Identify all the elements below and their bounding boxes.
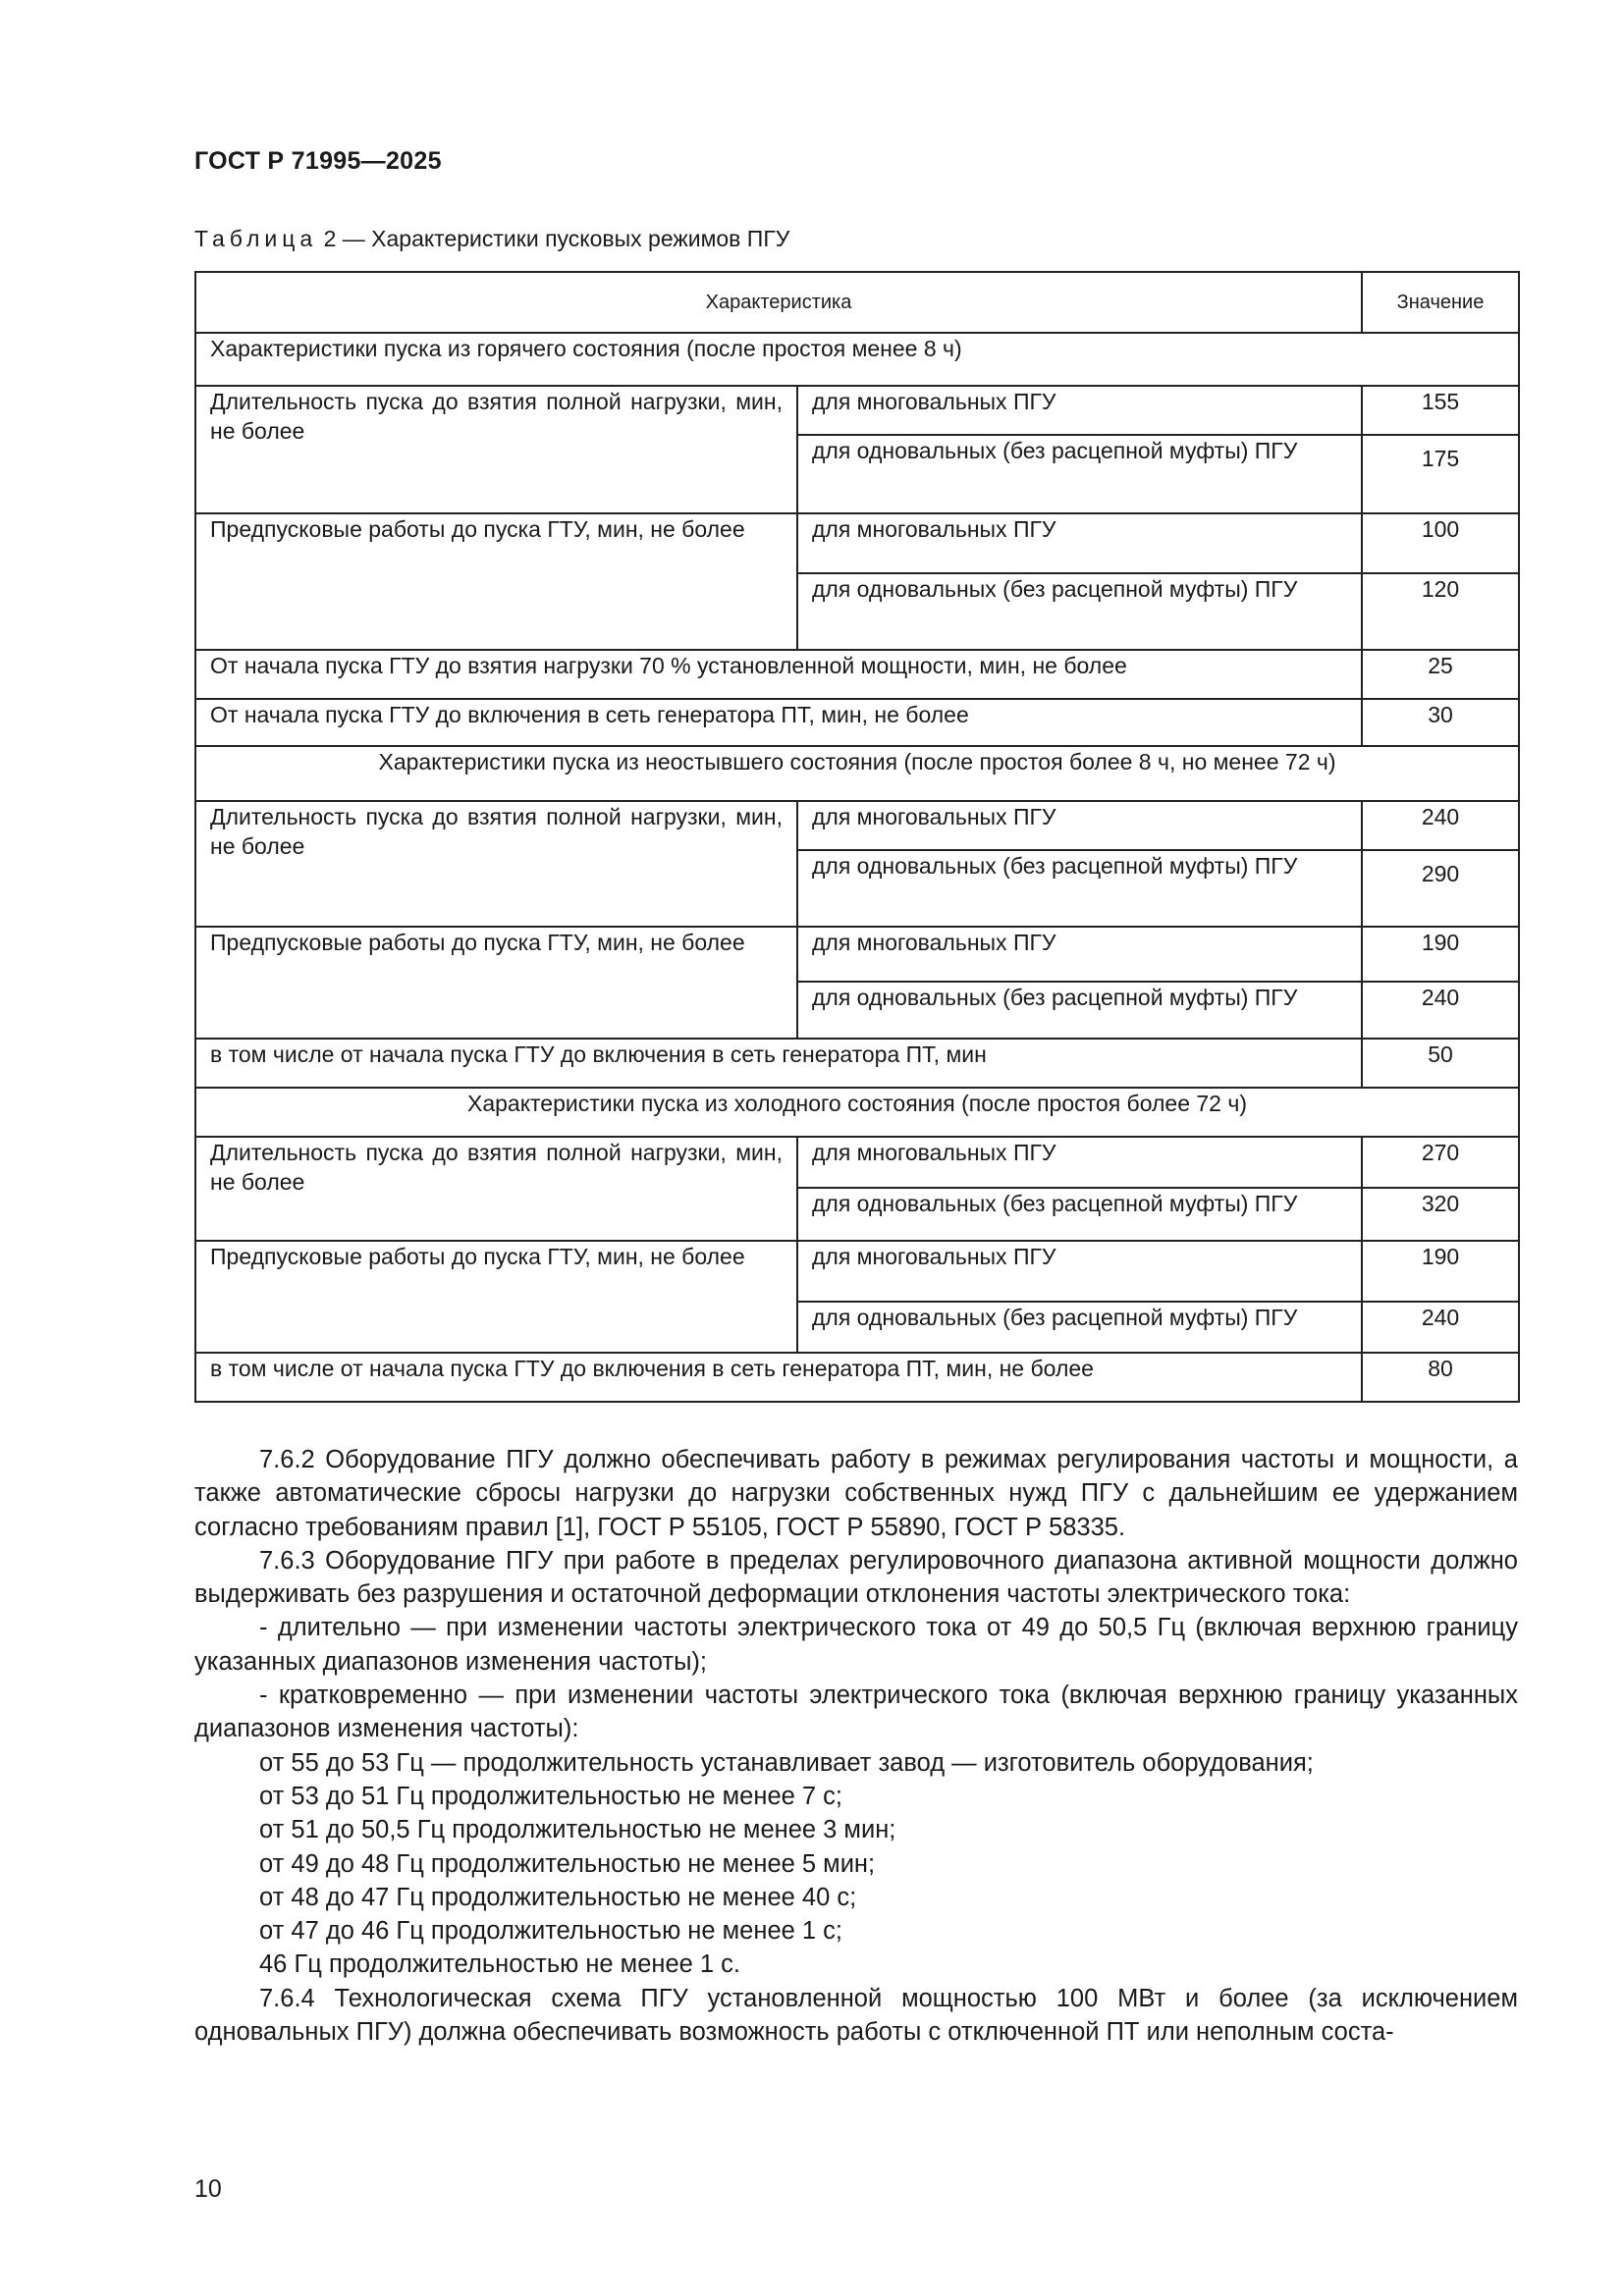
table-row [195, 1241, 1519, 1302]
value-cell: 80 [1362, 1353, 1519, 1402]
full-label-cell: в том числе от начала пуска ГТУ до включения в сеть генератора ПТ, мин [195, 1039, 1362, 1088]
sub-label-cell: для одновальных (без расцепной муфты) ПГУ [797, 850, 1362, 927]
value-cell: 50 [1362, 1039, 1519, 1088]
range-item: от 55 до 53 Гц — продолжительность устанавливает завод — изготовитель оборудования; [259, 1748, 1314, 1777]
sub-label-cell: для многовальных ПГУ [797, 386, 1362, 435]
value-cell: 175 [1362, 435, 1519, 513]
full-label-cell: в том числе от начала пуска ГТУ до включения в сеть генератора ПТ, мин, не более [195, 1353, 1362, 1402]
page-number: 10 [194, 2175, 222, 2203]
range-item: от 48 до 47 Гц продолжительностью не менее 40 с; [259, 1883, 857, 1911]
paragraph-7-6-2: 7.6.2 Оборудование ПГУ должно обеспечивать работу в режимах регулирования частоты и мощности, а также автоматические сбросы нагрузки до нагрузки собственных нужд ПГУ с дальнейшим ее удержанием согласно требованиям правил [1], ГОСТ Р 55105, ГОСТ Р 55890, ГОСТ Р 58335. [194, 1446, 1518, 1541]
range-item: от 51 до 50,5 Гц продолжительностью не менее 3 мин; [259, 1816, 896, 1844]
value-cell: 240 [1362, 801, 1519, 850]
sub-label-cell: для многовальных ПГУ [797, 513, 1362, 573]
param-cell: Длительность пуска до взятия полной нагрузки, мин, не более [195, 1137, 797, 1241]
full-label-cell: От начала пуска ГТУ до взятия нагрузки 70 % установленной мощности, мин, не более [195, 650, 1362, 699]
table-row [195, 650, 1519, 699]
table-header-row [195, 272, 1519, 333]
table-caption-title: 2 — Характеристики пусковых режимов ПГУ [323, 226, 790, 251]
section-title-hot: Характеристики пуска из горячего состояния (после простоя менее 8 ч) [195, 333, 1519, 386]
value-cell: 290 [1362, 850, 1519, 927]
range-item: от 49 до 48 Гц продолжительностью не менее 5 мин; [259, 1849, 876, 1878]
table-row [195, 927, 1519, 982]
value-cell: 120 [1362, 573, 1519, 650]
table-row [195, 1039, 1519, 1088]
value-cell: 190 [1362, 927, 1519, 982]
range-item: от 47 до 46 Гц продолжительностью не менее 1 с; [259, 1917, 842, 1946]
body-text [194, 1443, 1518, 2049]
document-header: ГОСТ Р 71995—2025 [194, 147, 442, 175]
characteristics-table [194, 271, 1520, 1403]
paragraph-long-term: - длительно — при изменении частоты электрического тока от 49 до 50,5 Гц (включая верхнюю границу указанных диапазонов изменения частоты); [194, 1614, 1518, 1676]
sub-label-cell: для одновальных (без расцепной муфты) ПГУ [797, 435, 1362, 513]
value-cell: 25 [1362, 650, 1519, 699]
table-caption [194, 226, 789, 252]
sub-label-cell: для одновальных (без расцепной муфты) ПГУ [797, 573, 1362, 650]
section-title-row [195, 333, 1519, 386]
param-cell: Предпусковые работы до пуска ГТУ, мин, не более [195, 1241, 797, 1353]
table-row [195, 1137, 1519, 1188]
value-cell: 100 [1362, 513, 1519, 573]
range-item: 46 Гц продолжительностью не менее 1 с. [259, 1950, 741, 1979]
col-header-value: Значение [1362, 272, 1519, 333]
param-cell: Длительность пуска до взятия полной нагрузки, мин, не более [195, 386, 797, 513]
paragraph-7-6-4: 7.6.4 Технологическая схема ПГУ установленной мощностью 100 МВт и более (за исключением одновальных ПГУ) должна обеспечивать возможность работы с отключенной ПТ или неполным соста- [194, 1984, 1518, 2047]
value-cell: 240 [1362, 982, 1519, 1039]
param-cell: Предпусковые работы до пуска ГТУ, мин, не более [195, 513, 797, 650]
sub-label-cell: для многовальных ПГУ [797, 1241, 1362, 1302]
param-cell: Предпусковые работы до пуска ГТУ, мин, не более [195, 927, 797, 1039]
section-title-warm: Характеристики пуска из неостывшего состояния (после простоя более 8 ч, но менее 72 ч) [195, 746, 1519, 801]
sub-label-cell: для многовальных ПГУ [797, 927, 1362, 982]
section-title-cold: Характеристики пуска из холодного состояния (после простоя более 72 ч) [195, 1088, 1519, 1137]
table-row [195, 699, 1519, 746]
col-header-characteristic: Характеристика [195, 272, 1362, 333]
table-row [195, 801, 1519, 850]
table-row [195, 513, 1519, 573]
sub-label-cell: для многовальных ПГУ [797, 1137, 1362, 1188]
value-cell: 30 [1362, 699, 1519, 746]
sub-label-cell: для одновальных (без расцепной муфты) ПГУ [797, 982, 1362, 1039]
full-label-cell: От начала пуска ГТУ до включения в сеть генератора ПТ, мин, не более [195, 699, 1362, 746]
value-cell: 240 [1362, 1302, 1519, 1353]
table-caption-word: Таблица [194, 226, 318, 251]
value-cell: 320 [1362, 1188, 1519, 1241]
range-item: от 53 до 51 Гц продолжительностью не менее 7 с; [259, 1782, 842, 1810]
sub-label-cell: для одновальных (без расцепной муфты) ПГУ [797, 1188, 1362, 1241]
value-cell: 190 [1362, 1241, 1519, 1302]
value-cell: 270 [1362, 1137, 1519, 1188]
sub-label-cell: для одновальных (без расцепной муфты) ПГУ [797, 1302, 1362, 1353]
sub-label-cell: для многовальных ПГУ [797, 801, 1362, 850]
param-cell: Длительность пуска до взятия полной нагрузки, мин, не более [195, 801, 797, 927]
table-row [195, 386, 1519, 435]
paragraph-short-term: - кратковременно — при изменении частоты электрического тока (включая верхнюю границу указанных диапазонов изменения частоты): [194, 1682, 1518, 1743]
section-title-row [195, 1088, 1519, 1137]
table-row [195, 1353, 1519, 1402]
value-cell: 155 [1362, 386, 1519, 435]
paragraph-7-6-3: 7.6.3 Оборудование ПГУ при работе в пределах регулировочного диапазона активной мощности должно выдерживать без разрушения и остаточной деформации отклонения частоты электрического тока: [194, 1546, 1518, 1609]
section-title-row [195, 746, 1519, 801]
